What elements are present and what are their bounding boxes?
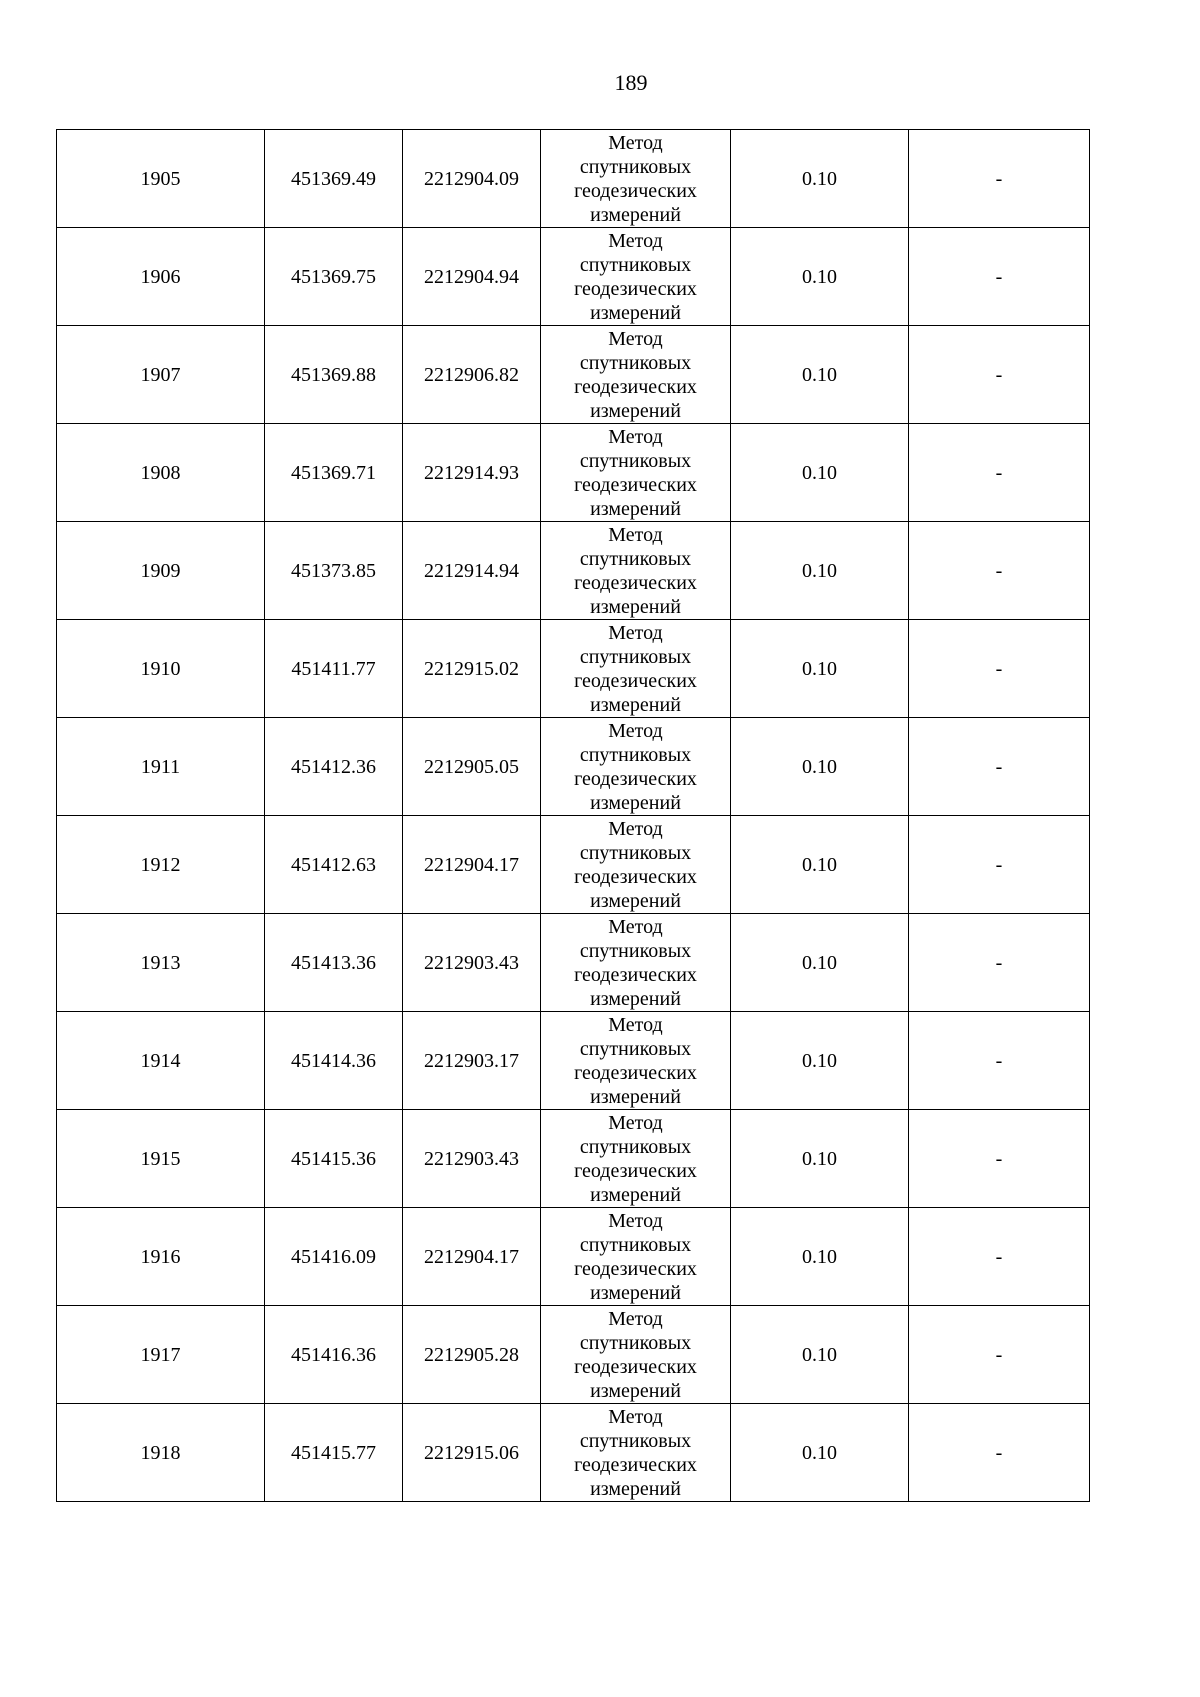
x-coordinate-cell: 451414.36 <box>265 1012 403 1110</box>
accuracy-cell: 0.10 <box>731 1404 909 1502</box>
point-number-cell: 1911 <box>57 718 265 816</box>
point-number-cell: 1915 <box>57 1110 265 1208</box>
y-coordinate-cell: 2212904.17 <box>403 1208 541 1306</box>
method-line: Метод <box>608 523 663 546</box>
x-coordinate-cell: 451416.36 <box>265 1306 403 1404</box>
table-row <box>57 816 1090 914</box>
method-line: спутниковых <box>579 841 692 864</box>
method-cell <box>541 620 731 718</box>
note-cell: - <box>909 1012 1090 1110</box>
note-cell: - <box>909 1306 1090 1404</box>
note-cell: - <box>909 130 1090 228</box>
method-line: спутниковых <box>579 1135 692 1158</box>
point-number-cell: 1907 <box>57 326 265 424</box>
table-row <box>57 326 1090 424</box>
y-coordinate-cell: 2212914.94 <box>403 522 541 620</box>
method-line: спутниковых <box>579 253 692 276</box>
method-line: измерений <box>590 1183 681 1206</box>
method-line: измерений <box>590 987 681 1010</box>
method-line: геодезических <box>574 865 697 888</box>
point-number-cell: 1913 <box>57 914 265 1012</box>
point-number-cell: 1905 <box>57 130 265 228</box>
table-row <box>57 1208 1090 1306</box>
y-coordinate-cell: 2212915.06 <box>403 1404 541 1502</box>
method-line: геодезических <box>574 1257 697 1280</box>
note-cell: - <box>909 1404 1090 1502</box>
method-cell <box>541 1012 731 1110</box>
table-row <box>57 620 1090 718</box>
y-coordinate-cell: 2212915.02 <box>403 620 541 718</box>
table-row <box>57 1404 1090 1502</box>
accuracy-cell: 0.10 <box>731 326 909 424</box>
method-line: Метод <box>608 1405 663 1428</box>
x-coordinate-cell: 451416.09 <box>265 1208 403 1306</box>
table-row <box>57 130 1090 228</box>
note-cell: - <box>909 424 1090 522</box>
method-cell <box>541 1404 731 1502</box>
method-line: измерений <box>590 1281 681 1304</box>
y-coordinate-cell: 2212904.94 <box>403 228 541 326</box>
point-number-cell: 1906 <box>57 228 265 326</box>
method-line: геодезических <box>574 179 697 202</box>
method-line: Метод <box>608 719 663 742</box>
note-cell: - <box>909 620 1090 718</box>
y-coordinate-cell: 2212904.17 <box>403 816 541 914</box>
method-line: Метод <box>608 1013 663 1036</box>
note-cell: - <box>909 914 1090 1012</box>
x-coordinate-cell: 451411.77 <box>265 620 403 718</box>
method-line: Метод <box>608 131 663 154</box>
x-coordinate-cell: 451413.36 <box>265 914 403 1012</box>
table-row <box>57 424 1090 522</box>
method-line: измерений <box>590 203 681 226</box>
method-cell <box>541 1208 731 1306</box>
method-line: Метод <box>608 1307 663 1330</box>
method-line: геодезических <box>574 963 697 986</box>
y-coordinate-cell: 2212914.93 <box>403 424 541 522</box>
accuracy-cell: 0.10 <box>731 1306 909 1404</box>
method-cell <box>541 816 731 914</box>
table-row <box>57 1110 1090 1208</box>
accuracy-cell: 0.10 <box>731 620 909 718</box>
method-line: спутниковых <box>579 645 692 668</box>
table-body <box>57 130 1090 1502</box>
method-line: измерений <box>590 595 681 618</box>
x-coordinate-cell: 451415.77 <box>265 1404 403 1502</box>
method-line: Метод <box>608 817 663 840</box>
point-number-cell: 1912 <box>57 816 265 914</box>
accuracy-cell: 0.10 <box>731 1208 909 1306</box>
method-line: измерений <box>590 791 681 814</box>
method-line: Метод <box>608 229 663 252</box>
method-cell <box>541 130 731 228</box>
note-cell: - <box>909 522 1090 620</box>
method-line: спутниковых <box>579 351 692 374</box>
x-coordinate-cell: 451373.85 <box>265 522 403 620</box>
note-cell: - <box>909 228 1090 326</box>
point-number-cell: 1918 <box>57 1404 265 1502</box>
x-coordinate-cell: 451412.36 <box>265 718 403 816</box>
method-line: измерений <box>590 301 681 324</box>
note-cell: - <box>909 326 1090 424</box>
y-coordinate-cell: 2212905.28 <box>403 1306 541 1404</box>
accuracy-cell: 0.10 <box>731 718 909 816</box>
accuracy-cell: 0.10 <box>731 228 909 326</box>
point-number-cell: 1908 <box>57 424 265 522</box>
method-line: геодезических <box>574 1355 697 1378</box>
method-line: геодезических <box>574 277 697 300</box>
method-line: спутниковых <box>579 547 692 570</box>
method-line: измерений <box>590 889 681 912</box>
method-line: Метод <box>608 621 663 644</box>
y-coordinate-cell: 2212904.09 <box>403 130 541 228</box>
method-cell <box>541 718 731 816</box>
method-line: геодезических <box>574 375 697 398</box>
method-line: геодезических <box>574 1453 697 1476</box>
accuracy-cell: 0.10 <box>731 1110 909 1208</box>
point-number-cell: 1916 <box>57 1208 265 1306</box>
method-line: Метод <box>608 425 663 448</box>
note-cell: - <box>909 816 1090 914</box>
x-coordinate-cell: 451369.88 <box>265 326 403 424</box>
method-line: Метод <box>608 1209 663 1232</box>
method-line: геодезических <box>574 767 697 790</box>
y-coordinate-cell: 2212903.17 <box>403 1012 541 1110</box>
method-cell <box>541 424 731 522</box>
point-number-cell: 1910 <box>57 620 265 718</box>
method-cell <box>541 914 731 1012</box>
method-cell <box>541 1306 731 1404</box>
method-line: измерений <box>590 399 681 422</box>
method-line: спутниковых <box>579 1233 692 1256</box>
x-coordinate-cell: 451369.75 <box>265 228 403 326</box>
method-line: спутниковых <box>579 155 692 178</box>
method-line: геодезических <box>574 669 697 692</box>
method-line: Метод <box>608 327 663 350</box>
method-line: измерений <box>590 1085 681 1108</box>
method-line: геодезических <box>574 1159 697 1182</box>
point-number-cell: 1909 <box>57 522 265 620</box>
x-coordinate-cell: 451369.49 <box>265 130 403 228</box>
method-line: Метод <box>608 1111 663 1134</box>
table-row <box>57 1012 1090 1110</box>
coordinates-table <box>56 129 1090 1502</box>
y-coordinate-cell: 2212906.82 <box>403 326 541 424</box>
x-coordinate-cell: 451412.63 <box>265 816 403 914</box>
method-line: спутниковых <box>579 449 692 472</box>
method-line: спутниковых <box>579 743 692 766</box>
table-row <box>57 1306 1090 1404</box>
x-coordinate-cell: 451369.71 <box>265 424 403 522</box>
accuracy-cell: 0.10 <box>731 130 909 228</box>
method-line: геодезических <box>574 473 697 496</box>
method-line: измерений <box>590 693 681 716</box>
table-row <box>57 522 1090 620</box>
table-row <box>57 228 1090 326</box>
x-coordinate-cell: 451415.36 <box>265 1110 403 1208</box>
table-row <box>57 718 1090 816</box>
note-cell: - <box>909 1208 1090 1306</box>
method-line: спутниковых <box>579 1331 692 1354</box>
method-line: спутниковых <box>579 1037 692 1060</box>
method-line: геодезических <box>574 571 697 594</box>
method-line: измерений <box>590 1379 681 1402</box>
accuracy-cell: 0.10 <box>731 424 909 522</box>
accuracy-cell: 0.10 <box>731 816 909 914</box>
method-line: Метод <box>608 915 663 938</box>
table-row <box>57 914 1090 1012</box>
method-cell <box>541 326 731 424</box>
note-cell: - <box>909 718 1090 816</box>
y-coordinate-cell: 2212903.43 <box>403 1110 541 1208</box>
method-line: спутниковых <box>579 1429 692 1452</box>
method-cell <box>541 1110 731 1208</box>
method-cell <box>541 228 731 326</box>
accuracy-cell: 0.10 <box>731 522 909 620</box>
method-cell <box>541 522 731 620</box>
note-cell: - <box>909 1110 1090 1208</box>
method-line: спутниковых <box>579 939 692 962</box>
method-line: измерений <box>590 1477 681 1500</box>
y-coordinate-cell: 2212903.43 <box>403 914 541 1012</box>
y-coordinate-cell: 2212905.05 <box>403 718 541 816</box>
method-line: измерений <box>590 497 681 520</box>
page-number: 189 <box>614 70 648 95</box>
accuracy-cell: 0.10 <box>731 1012 909 1110</box>
point-number-cell: 1914 <box>57 1012 265 1110</box>
method-line: геодезических <box>574 1061 697 1084</box>
accuracy-cell: 0.10 <box>731 914 909 1012</box>
point-number-cell: 1917 <box>57 1306 265 1404</box>
